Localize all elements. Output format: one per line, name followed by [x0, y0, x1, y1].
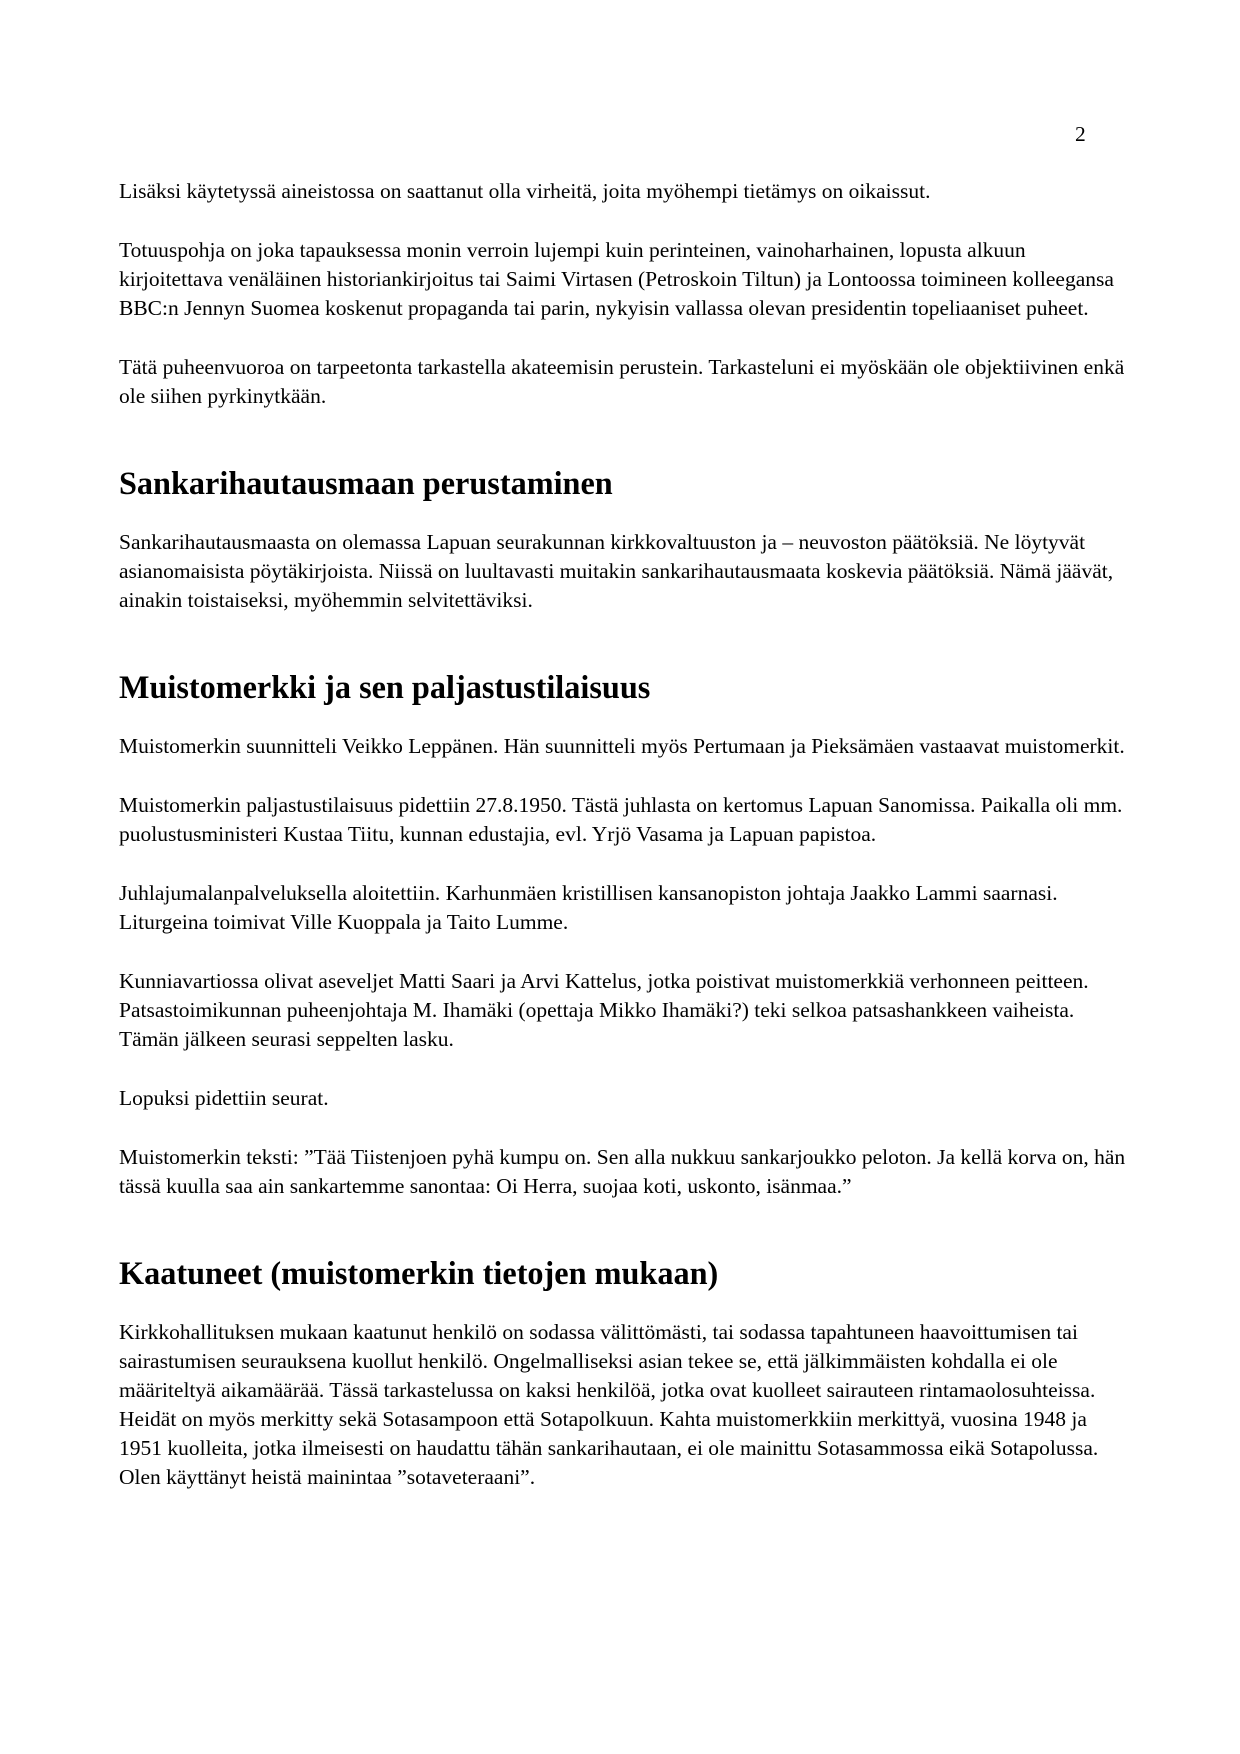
memorial-designer-paragraph: Muistomerkin suunnitteli Veikko Leppänen. Hän suunnitteli myös Pertumaan ja Pieksämäen vastaavat muistomerkit.	[119, 734, 1125, 758]
intro-paragraph-academic: Tätä puheenvuoroa on tarpeetonta tarkastella akateemisin perustein. Tarkasteluni ei myöskään ole objektiivinen enkä ole siihen pyrkinytkään.	[119, 355, 1125, 408]
intro-paragraph-errors: Lisäksi käytetyssä aineistossa on saattanut olla virheitä, joita myöhempi tietämys on oikaissut.	[119, 179, 931, 203]
fallen-definition-paragraph: Kirkkohallituksen mukaan kaatunut henkilö on sodassa välittömästi, tai sodassa tapahtuneen haavoittumisen tai sairastumisen seurauksena kuollut henkilö. Ongelmalliseksi asian tekee se, että jälkimmäisten kohdalla ei ole määriteltyä aikamäärää. Tässä tarkastelussa on kaksi henkilöä, jotka ovat kuolleet sairauteen rintamaolosuhteissa. Heidät on myös merkitty sekä Sotasampoon että Sotapolkuun. Kahta muistomerkkiin merkittyä, vuosina 1948 ja 1951 kuolleita, jotka ilmeisesti on haudattu tähän sankarihautaan, ei ole mainittu Sotasammossa eikä Sotapolussa. Olen käyttänyt heistä mainintaa ”sotaveteraani”.	[119, 1320, 1099, 1489]
memorial-unveiling-paragraph: Muistomerkin paljastustilaisuus pidettiin 27.8.1950. Tästä juhlasta on kertomus Lapuan Sanomissa. Paikalla oli mm. puolustusministeri Kustaa Tiitu, kunnan edustajia, evl. Yrjö Vasama ja Lapuan papistoa.	[119, 793, 1123, 846]
memorial-closing-paragraph: Lopuksi pidettiin seurat.	[119, 1086, 329, 1110]
founding-paragraph: Sankarihautausmaasta on olemassa Lapuan seurakunnan kirkkovaltuuston ja – neuvoston päätöksiä. Ne löytyvät asianomaisista pöytäkirjoista. Niissä on luultavasti muitakin sankarihautausmaata koskevia päätöksiä. Nämä jäävät, ainakin toistaiseksi, myöhemmin selvitettäviksi.	[119, 530, 1114, 612]
page-number: 2	[1075, 122, 1086, 146]
memorial-guard-paragraph: Kunniavartiossa olivat aseveljet Matti Saari ja Arvi Kattelus, jotka poistivat muistomerkkiä verhonneen peitteen. Patsastoimikunnan puheenjohtaja M. Ihamäki (opettaja Mikko Ihamäki?) teki selkoa patsashankkeen vaiheista. Tämän jälkeen seurasi seppelten lasku.	[119, 969, 1089, 1051]
memorial-service-paragraph: Juhlajumalanpalveluksella aloitettiin. Karhunmäen kristillisen kansanopiston johtaja Jaakko Lammi saarnasi. Liturgeina toimivat Ville Kuoppala ja Taito Lumme.	[119, 881, 1058, 934]
section-heading-fallen: Kaatuneet (muistomerkin tietojen mukaan)	[119, 1255, 719, 1291]
document-body	[119, 177, 1134, 1522]
section-heading-founding: Sankarihautausmaan perustaminen	[119, 465, 613, 501]
memorial-inscription-paragraph: Muistomerkin teksti: ”Tää Tiistenjoen pyhä kumpu on. Sen alla nukkuu sankarjoukko peloton. Ja kellä korva on, hän tässä kuulla saa ain sankartemme sanontaa: Oi Herra, suojaa koti, uskonto, isänmaa.”	[119, 1145, 1126, 1198]
section-heading-memorial: Muistomerkki ja sen paljastustilaisuus	[119, 669, 651, 705]
intro-paragraph-truth-basis: Totuuspohja on joka tapauksessa monin verroin lujempi kuin perinteinen, vainoharhainen, lopusta alkuun kirjoitettava venäläinen historiankirjoitus tai Saimi Virtasen (Petroskoin Tiltun) ja Lontoossa toimineen kolleegansa BBC:n Jennyn Suomea koskenut propaganda tai parin, nykyisin vallassa olevan presidentin topeliaaniset puheet.	[119, 238, 1114, 320]
